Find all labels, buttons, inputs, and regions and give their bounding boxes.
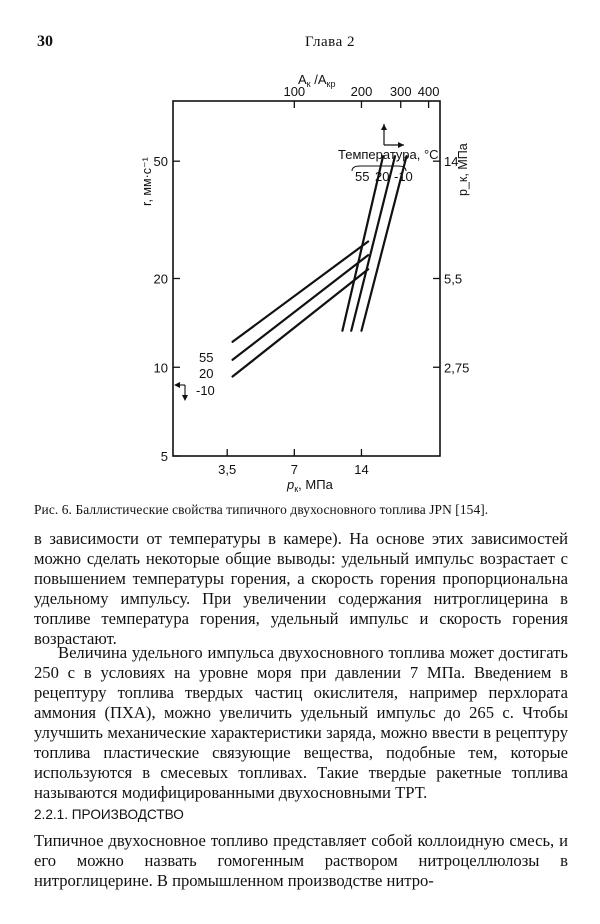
paragraph-1: в зависимости от температуры в камере). На основе этих зависимостей можно сделать некоторые общие выводы: удельный импульс возрастает с повышением температуры горения, а скорость горения пропорциональна удельному импульсу. При увеличении содержания нитроглицерина в топливе температура горения, удельный импульс и скорость горения возрастают.: [34, 529, 568, 648]
burn-rate-line-55: [233, 242, 369, 342]
top-axis-label: $A_к$ $/A_{кр}$: [298, 72, 336, 89]
axis-direction-indicator: [174, 382, 188, 401]
bottom-axis-label: $p_к$, МПа: [287, 477, 333, 494]
series-label-55: 55: [199, 350, 214, 365]
legend-label-55: 55: [355, 169, 370, 184]
series-label-minus10: -10: [196, 383, 215, 398]
x-bottom-tick-label: 3,5: [218, 462, 237, 477]
legend-label-minus10: -10: [394, 169, 413, 184]
right-axis-label: p_к, МПа: [456, 143, 470, 196]
paragraph-2: Величина удельного импульса двухосновного топлива может достигать 250 с в условиях на уровне моря при давлении 7 МПа. Введением в рецептуру топлива твердых частиц окислителя, например перхлората аммония (ПХА), можно увеличить удельный импульс до 265 с. Чтобы улучшить механические характеристики заряда, можно ввести в рецептуру топлива пластические связующие вещества, подобные тем, которые используются в смесевых топливах. Такие твердые ракетные топлива называются модифицированными двухосновными ТРТ.: [34, 643, 568, 802]
y-right-tick-label: 5,5: [444, 271, 463, 287]
y-left-tick-label: 50: [153, 154, 168, 170]
page-number: 30: [37, 33, 53, 50]
chapter-title: Глава 2: [305, 34, 355, 50]
figure-caption: Рис. 6. Баллистические свойства типичного двухосновного топлива JPN [154].: [34, 502, 489, 517]
paragraph-3: Типичное двухосновное топливо представляет собой коллоидную смесь, и его можно назвать гомогенным раствором нитроцеллюлозы в нитроглицерине. В промышленном производстве нитро-: [34, 831, 568, 890]
x-top-tick-label: 400: [417, 84, 440, 99]
section-heading: 2.2.1. ПРОИЗВОДСТВО: [34, 807, 184, 822]
indicator-arrow-left-icon: [174, 382, 180, 388]
legend-arrow-up-icon: [381, 124, 387, 130]
series-label-20: 20: [199, 366, 214, 381]
y-right-tick-label: 2,75: [444, 360, 470, 376]
y-right-tick-label: 14: [444, 154, 459, 170]
x-top-tick-label: 100: [283, 84, 306, 99]
temperature-legend: [338, 124, 439, 184]
burn-rate-line-minus10: [233, 269, 369, 376]
y-left-tick-label: 5: [160, 449, 168, 464]
indicator-arrow-down-icon: [182, 395, 188, 401]
y-left-tick-label: 10: [153, 360, 168, 376]
x-top-tick-label: 200: [350, 84, 373, 99]
x-bottom-tick-label: 7: [290, 462, 298, 477]
x-bottom-tick-label: 14: [354, 462, 369, 477]
y-left-tick-label: 20: [153, 271, 168, 287]
x-top-tick-label: 300: [389, 84, 412, 99]
legend-label-20: 20: [375, 169, 390, 184]
legend-title: Температура, °C: [338, 147, 439, 162]
left-axis-label: r, мм·с⁻¹: [140, 157, 154, 206]
